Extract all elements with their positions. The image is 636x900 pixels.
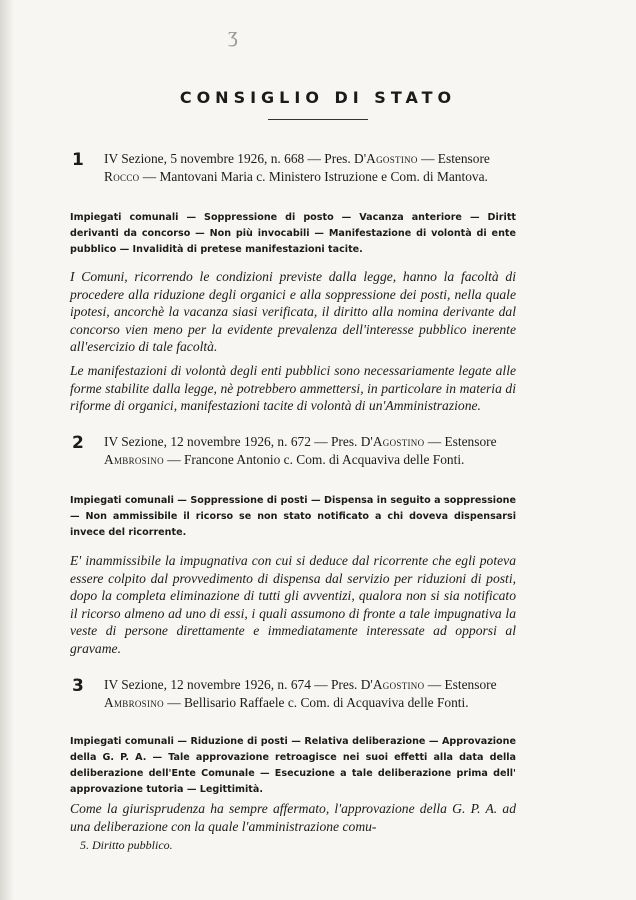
header-post: — Mantovani Maria c. Ministero Istruzione e Com. di Mantova. [139, 168, 488, 184]
title-rule [268, 119, 368, 120]
est-name: Ambrosino [104, 694, 164, 710]
header-post: — Francone Antonio c. Com. di Acquaviva delle Fonti. [163, 451, 465, 467]
page-title: CONSIGLIO DI STATO [179, 88, 457, 107]
paragraph: Come la giurisprudenza ha sempre affermato, l'approvazione della G. P. A. ad una deliberazione con la quale l'amministrazione comu- [70, 801, 516, 834]
footer-note: 5. Diritto pubblico. [80, 838, 173, 852]
entry-number: 3 [72, 676, 84, 696]
header-mid: — Estensore [417, 151, 490, 166]
paragraph: E' inammissibile la impugnativa con cui si deduce dal ricorrente che egli poteva essere colpito dal provvedimento di dispensa dal servizio per riduzioni di posti, dopo la completa eliminazione di tutti gli avventizi, qualora non si sia notificato il ricorso almeno ad uno di essi, i quali assumono di fronte a tale impugnativa la veste di persone direttamente e immediatamente interessate ad opporsi al gravame. [70, 553, 516, 656]
keywords: Impiegati comunali — Riduzione di posti — Relativa deliberazione — Approvazione della G. P. A. — Tale approvazione retroagisce nei suoi effetti alla data della deliberazione dell'Ente Comunale — Esecuzione a tale deliberazione prima dell' approvazione tutoria — Legittimità. [70, 736, 516, 795]
header-pre: IV Sezione, 12 novembre 1926, n. 674 — Pres. D' [104, 677, 373, 692]
header-mid: — Estensore [424, 677, 497, 692]
entry-number: 1 [72, 150, 84, 170]
pres-name: Agostino [372, 434, 425, 449]
ink-mark: ʒ [228, 22, 238, 47]
header-mid: — Estensore [424, 434, 497, 449]
header-post: — Bellisario Raffaele c. Com. di Acquaviva delle Fonti. [163, 694, 469, 710]
keywords: Impiegati comunali — Soppressione di posti — Dispensa in seguito a soppressione — Non ammissibile il ricorso se non stato notificato a chi doveva dispensarsi invece del ricorrente. [70, 495, 516, 538]
entry-header [104, 433, 524, 468]
est-name: Rocco [104, 168, 140, 184]
entry-number: 2 [72, 433, 84, 453]
paragraph: Le manifestazioni di volontà degli enti pubblici sono necessariamente legate alle forme stabilite dalla legge, nè potrebbero ammettersi, in particolare in materia di riforme di organici, manifestazioni tacite di volontà di un'Amministrazione. [70, 363, 516, 413]
keywords: Impiegati comunali — Soppressione di posto — Vacanza anteriore — Diritt derivanti da concorso — Non più invocabili — Manifestazione di volontà di ente pubblico — Invalidità di pretese manifestazioni tacite. [70, 212, 516, 255]
pres-name: Agostino [372, 677, 425, 692]
entry-header [104, 150, 524, 185]
pres-name: Agostino [366, 151, 418, 166]
entry-header [104, 676, 524, 711]
header-pre: IV Sezione, 12 novembre 1926, n. 672 — Pres. D' [104, 434, 373, 449]
est-name: Ambrosino [104, 451, 164, 467]
header-pre: IV Sezione, 5 novembre 1926, n. 668 — Pres. D' [104, 151, 367, 166]
scan-edge [0, 0, 14, 900]
paragraph: I Comuni, ricorrendo le condizioni previste dalla legge, hanno la facoltà di procedere alla riduzione degli organici e alla soppressione dei posti, nella quale ipotesi, ancorchè la vacanza siasi verificata, il diritto alla nomina derivante dal concorso vien meno per la evidente prevalenza dell'interesse pubblico inerente all'esercizio di tale facoltà. [70, 269, 516, 354]
